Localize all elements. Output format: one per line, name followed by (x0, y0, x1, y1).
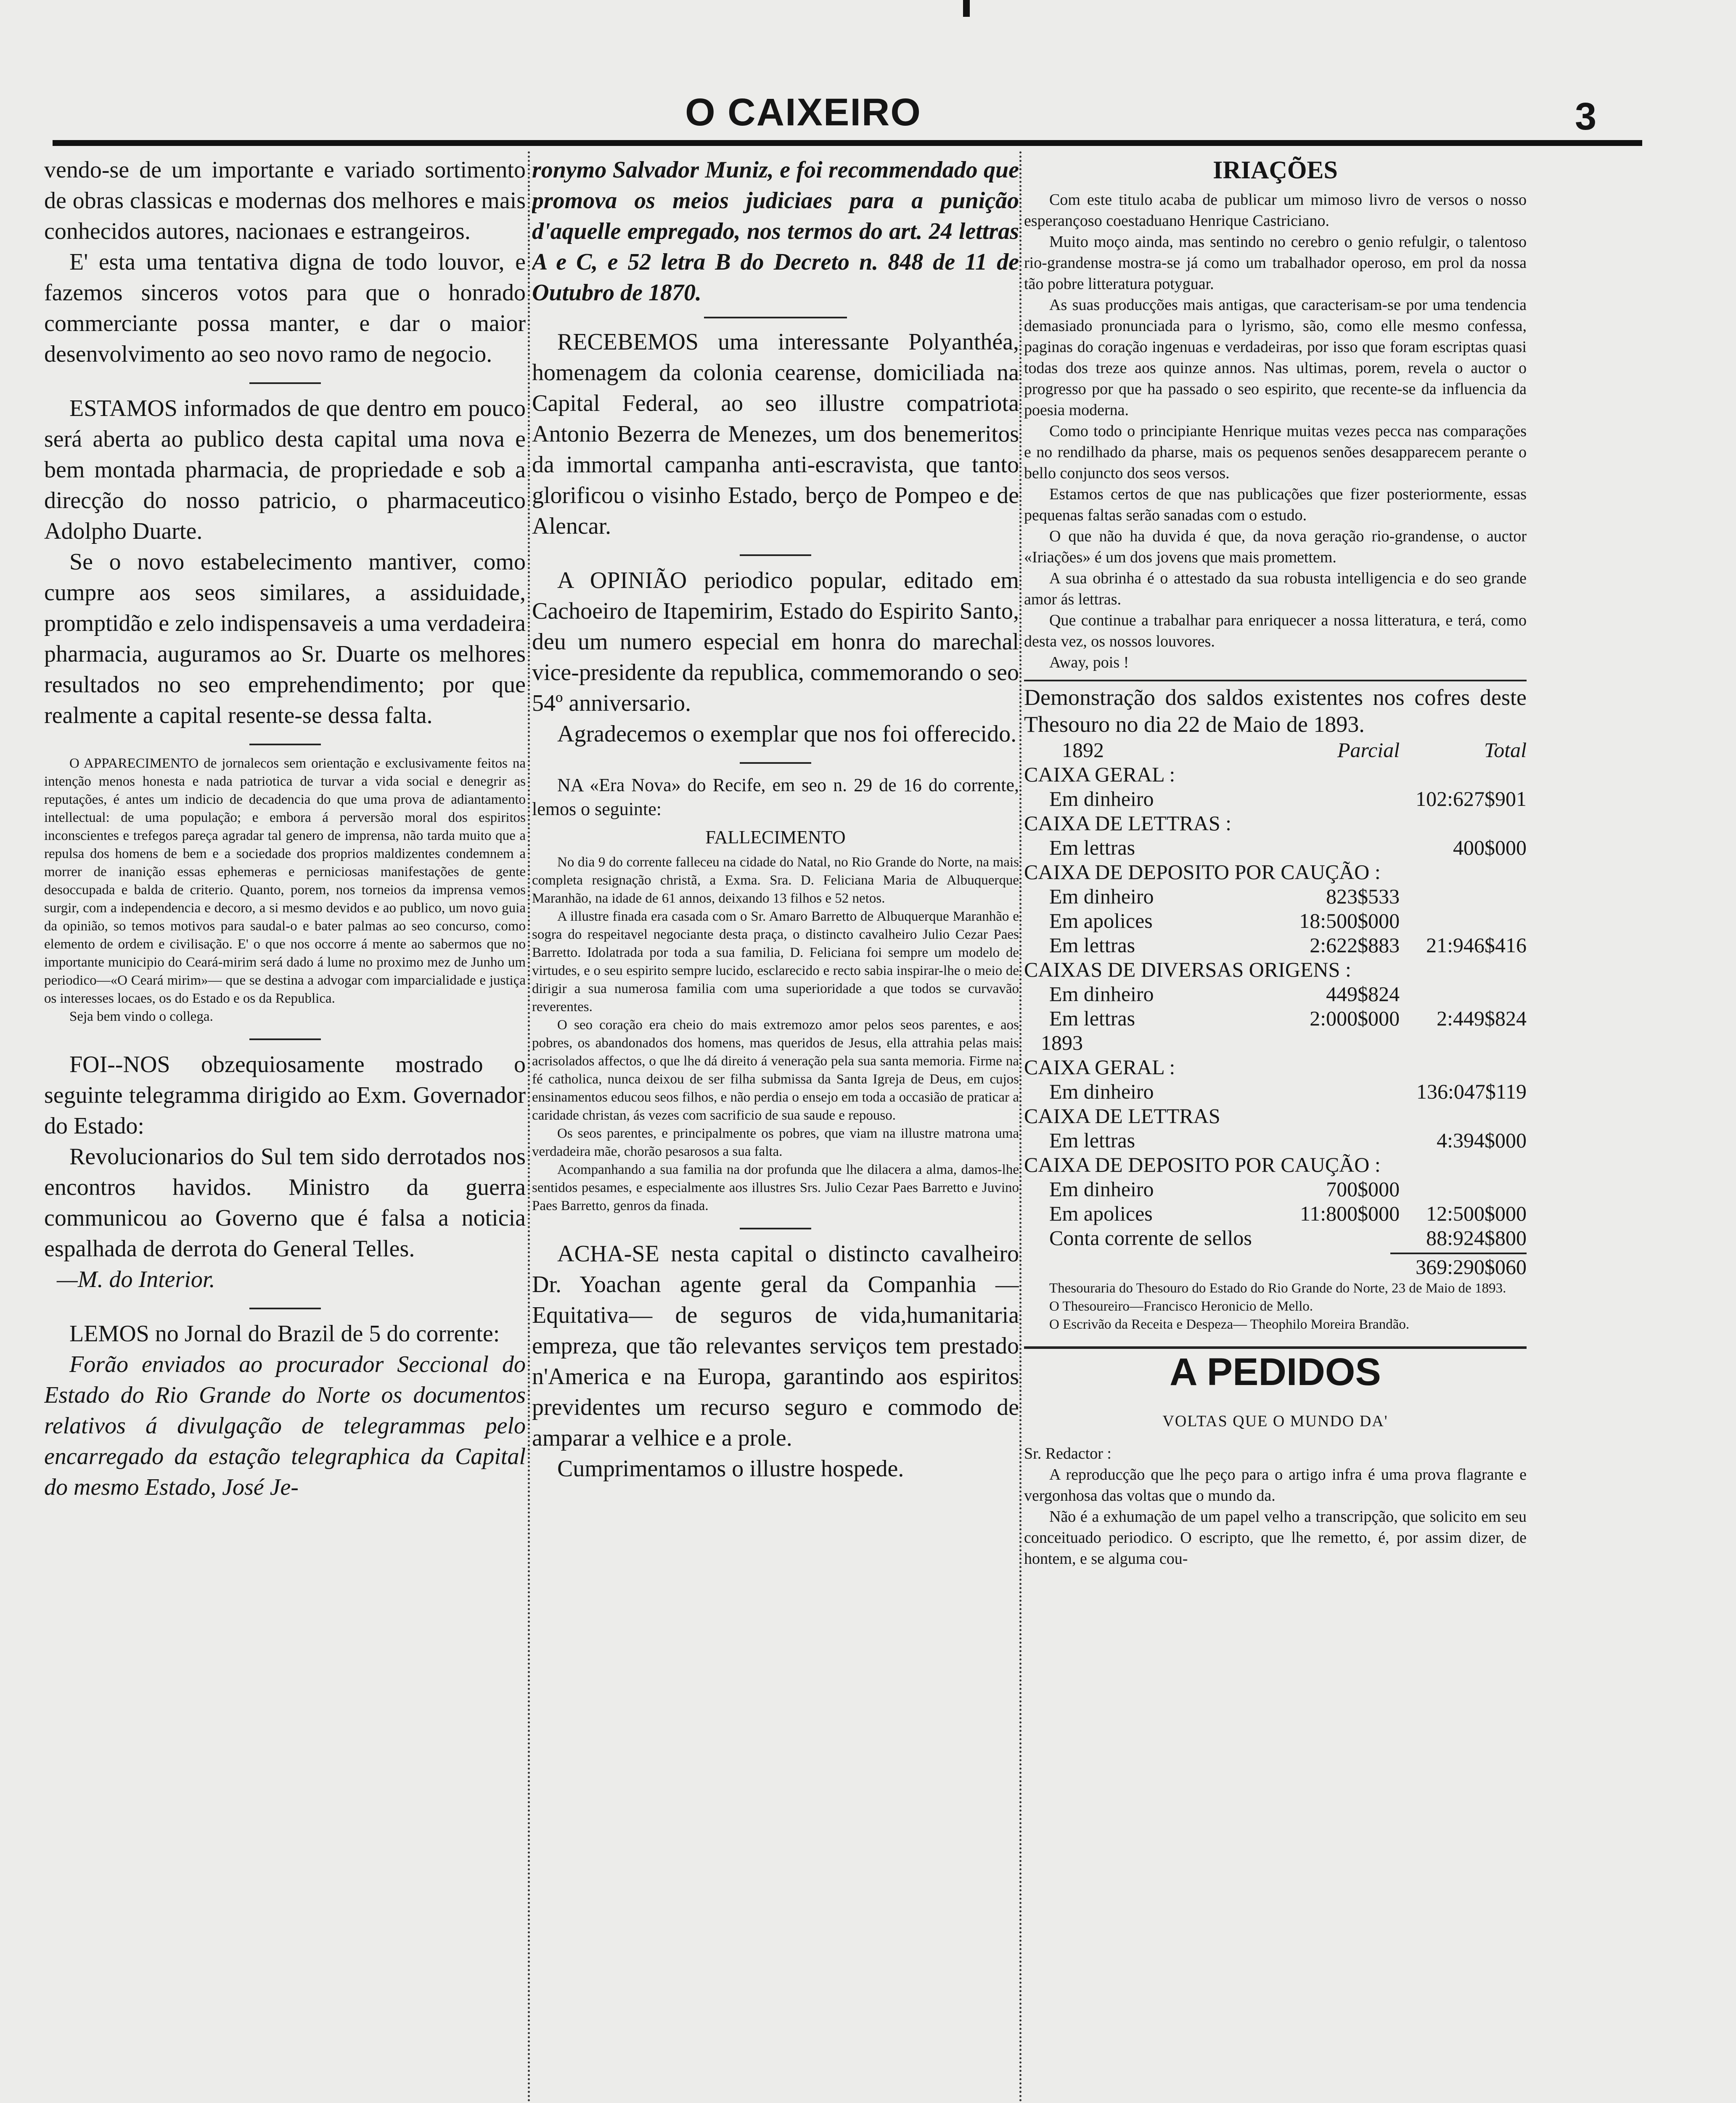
balance-table-row (1024, 1177, 1527, 1201)
article-paragraph: RECEBEMOS uma interessante Polyanthéa, homenagem da colonia cearense, domiciliada na Capital Federal, ao seo illustre compatriota Antonio Bezerra de Menezes, um dos benemeritos da immortal campanha anti-escravista, que tanto glorificou o visinho Estado, berço de Pompeo e de Alencar. (532, 329, 1019, 539)
balance-table-row (1024, 860, 1527, 884)
article-paragraph: Cumprimentamos o illustre hospede. (557, 1456, 904, 1482)
article-paragraph: A illustre finada era casada com o Sr. Amaro Barretto de Albuquerque Maranhão e sogra do respeitavel negociante desta praça, o distincto cavalheiro Julio Cezar Paes Barretto. Idolatrada por toda a sua familia, D. Feliciana foi sempre um modelo de virtudes, e o seu espirito sempre lucido, esclarecido e recto sabia inspirar-lhe o meio de dirigir a sua numerosa familia com uma superioridade a que todos se curvavão reverentes. (532, 909, 1019, 1014)
separator-ornament (249, 1304, 321, 1309)
balance-partial-value (1285, 787, 1400, 811)
account-section-label: CAIXA DE DEPOSITO POR CAUÇÃO : (1024, 860, 1381, 884)
article-paragraph: As suas producções mais antigas, que caracterisam-se por uma tendencia demasiado pronunciada para o lyrismo, são, como elle mesmo confessa, paginas do coração ingenuas e verdadeiras, por isso que foram escriptas quasi todas dos treze aos quinze annos. Nas ultimas, porem, revela o auctor o progresso por que ha passado o seo espirito, que recente-se da influencia da poesia moderna. (1024, 296, 1527, 419)
article-paragraph: Os seos parentes, e principalmente os pobres, que viam na illustre matrona uma verdadeira mãe, chorão pesarosos a sua falta. (532, 1126, 1019, 1159)
article-paragraph: A OPINIÃO periodico popular, editado em Cachoeiro de Itapemirim, Estado do Espirito Santo, deu um numero especial em honra do marechal vice-presidente da republica, commemorando o seo 54º anniversario. (532, 567, 1019, 716)
balance-item-label: Em dinheiro (1049, 1080, 1154, 1103)
balance-item-label: Em apolices (1049, 1202, 1153, 1225)
balance-total-value: 21:946$416 (1426, 933, 1527, 957)
article-paragraph: Acompanhando a sua familia na dor profunda que lhe dilacera a alma, damos-lhe sentidos pesames, e especialmente aos illustres Srs. Julio Cezar Paes Barretto e Juvino Paes Barretto, genros da finada. (532, 1162, 1019, 1213)
section-rule (1024, 680, 1527, 681)
article-title: VOLTAS QUE O MUNDO DA' (1162, 1412, 1388, 1430)
article-paragraph: O APPARECIMENTO de jornalecos sem orientação e exclusivamente feitos na intenção menos honesta e nada patriotica de turvar a vida social e denegrir as reputações, é antes um indicio de decadencia do que uma prova de adiantamento intellectual: de uma população; e embora á perversão moral dos espiritos inconscientes e trefegos pareça agradar tal genero de imprensa, não tarda muito que a repulsa dos homens de bem e a sociedade dos proprios maldizentes condemnem a morrer de inanição essas ephemeras e perniciosas manifestações de gente desoccupada e balda de criterio. Quanto, porem, nos torneios da imprensa vemos surgir, com a independencia e decoro, a si mesmo devidos e ao publico, um novo guia da opinião, so temos motivos para saudal-o e bater palmas ao seo concurso, como elemento de ordem e civilisação. E' o que nos occorre á mente ao sabermos que no importante municipio do Ceará-mirim será dado á lume no proximo mez de Junho um periodico—«O Ceará mirim»— que se destina a advogar com imparcialidade e justiça os interesses locaes, os do Estado e os da Republica. (44, 756, 526, 1006)
article-paragraph: Como todo o principiante Henrique muitas vezes pecca nas comparações e no rendilhado da pharse, mais os pequenos senões desapparecem perante o bello conjuncto dos seos versos. (1024, 422, 1527, 482)
column-header-parcial: Parcial (1337, 738, 1400, 762)
article-paragraph: Muito moço ainda, mas sentindo no cerebro o genio refulgir, o talentoso rio-grandense mostra-se já como um trabalhador operoso, em prol da nossa tão pobre litteratura potyguar. (1024, 233, 1527, 293)
article-paragraph: Away, pois ! (1049, 654, 1129, 671)
balance-total-value: 102:627$901 (1416, 787, 1527, 810)
balance-partial-value: 2:000$000 (1310, 1006, 1400, 1030)
balance-partial-value: 700$000 (1326, 1177, 1400, 1201)
balance-partial-value: 823$533 (1326, 885, 1400, 908)
statement-note: O Escrivão da Receita e Despeza— Theophilo Moreira Brandão. (1049, 1317, 1410, 1332)
statement-title: Demonstração dos saldos existentes nos cofres deste Thesouro no dia 22 de Maio de 1893. (1024, 685, 1527, 737)
balance-item-label: Em dinheiro (1049, 885, 1154, 908)
article-paragraph: Estamos certos de que nas publicações que fizer posteriormente, essas pequenas faltas serão sanadas com o estudo. (1024, 485, 1527, 524)
year-label: 1892 (1062, 738, 1104, 762)
balance-table-row (1024, 1104, 1527, 1128)
account-section-label: CAIXAS DE DIVERSAS ORIGENS : (1024, 958, 1351, 981)
balance-item-label: Conta corrente de sellos (1049, 1226, 1252, 1250)
balance-partial-value: 11:800$000 (1300, 1202, 1400, 1225)
balance-table-row (1024, 908, 1527, 933)
balance-table-row (1024, 762, 1527, 787)
balance-table-row (1024, 884, 1527, 908)
balance-table (1024, 738, 1527, 1250)
column-3 (1024, 155, 1527, 2103)
balance-table-row (1024, 957, 1527, 982)
separator-ornament (249, 1035, 321, 1040)
article-paragraph: Não é a exhumação de um papel velho a transcripção, que solicito em seu conceituado periodico. O escripto, que lhe remetto, é, por assim dizer, de hontem, e se alguma cou- (1024, 1508, 1527, 1568)
balance-table-row (1024, 982, 1527, 1006)
balance-total-value: 12:500$000 (1426, 1202, 1527, 1225)
balance-item-label: Em lettras (1049, 836, 1135, 859)
balance-table-header (1024, 738, 1527, 762)
grand-total (1024, 1253, 1527, 1279)
balance-table-row (1024, 1030, 1527, 1055)
article-paragraph: Revolucionarios do Sul tem sido derrotados nos encontros havidos. Ministro da guerra communicou ao Governo que é falsa a noticia espalhada de derrota do General Telles. (44, 1144, 526, 1262)
article-paragraph: FOI--NOS obzequiosamente mostrado o seguinte telegramma dirigido ao Exm. Governador do Estado: (44, 1052, 526, 1139)
account-section-label: CAIXA DE LETTRAS : (1024, 811, 1232, 835)
balance-total-value (1400, 908, 1527, 933)
statement-note: Thesouraria do Thesouro do Estado do Rio Grande do Norte, 23 de Maio de 1893. (1049, 1281, 1506, 1296)
column-header-total: Total (1484, 738, 1527, 762)
balance-table-row (1024, 811, 1527, 835)
balance-partial-value: 18:500$000 (1299, 909, 1400, 932)
article-salutation: Sr. Redactor : (1024, 1445, 1111, 1462)
section-heading: IRIAÇÕES (1213, 156, 1338, 184)
article-paragraph: NA «Era Nova» do Recife, em seo n. 29 de 16 do corrente, lemos o seguinte: (532, 775, 1019, 819)
article-paragraph: vendo-se de um importante e variado sortimento de obras classicas e modernas dos melhores e mais conhecidos autores, nacionaes e estrangeiros. (44, 157, 526, 244)
page-number: 3 (1575, 95, 1597, 138)
balance-item-label: Em dinheiro (1049, 787, 1154, 810)
balance-total-value (1400, 982, 1527, 1006)
balance-table-row (1024, 933, 1527, 957)
balance-table-row (1024, 1226, 1527, 1250)
article-paragraph: A sua obrinha é o attestado da sua robusta intelligencia e do seo grande amor ás lettras. (1024, 569, 1527, 608)
balance-item-label: Em lettras (1049, 1006, 1135, 1030)
article-paragraph: O que não ha duvida é que, da nova geração rio-grandense, o auctor «Iriações» é um dos jovens que mais promettem. (1024, 527, 1527, 566)
account-section-label: CAIXA DE LETTRAS (1024, 1104, 1220, 1128)
balance-partial-value (1285, 1079, 1400, 1104)
masthead-rule (53, 140, 1642, 146)
balance-table-row (1024, 1006, 1527, 1030)
account-section-label: CAIXA GERAL : (1024, 1055, 1175, 1079)
article-paragraph: ESTAMOS informados de que dentro em pouco será aberta ao publico desta capital uma nova e bem montada pharmacia, de propriedade e sob a direcção do nosso patricio, o pharmaceutico Adolpho Duarte. (44, 395, 526, 544)
balance-table-row (1024, 1128, 1527, 1152)
balance-partial-value: 2:622$883 (1310, 933, 1400, 957)
top-mark (963, 0, 970, 17)
statement-note: O Thesoureiro—Francisco Heronicio de Mello. (1049, 1299, 1313, 1314)
a-pedidos-heading: A PEDIDOS (1024, 1346, 1527, 1395)
article-paragraph: Seja bem vindo o collega. (69, 1009, 213, 1024)
balance-partial-value (1285, 835, 1400, 860)
balance-item-label: Em lettras (1049, 1128, 1135, 1152)
grand-total-value: 369:290$060 (1390, 1253, 1527, 1279)
balance-item-label: Em lettras (1049, 933, 1135, 957)
article-paragraph: Agradecemos o exemplar que nos foi offerecido. (557, 721, 1017, 747)
article-paragraph: E' esta uma tentativa digna de todo louvor, e fazemos sinceros votos para que o honrado commerciante possa manter, e dar o maior desenvolvimento ao seo novo ramo de negocio. (44, 249, 526, 367)
balance-partial-value (1285, 1128, 1400, 1152)
balance-total-value: 136:047$119 (1416, 1080, 1527, 1103)
separator-ornament (249, 740, 321, 745)
article-paragraph: ACHA-SE nesta capital o distincto cavalheiro Dr. Yoachan agente geral da Companhia —Equitativa— de seguros de vida,humanitaria empreza, que tão relevantes serviços tem prestado n'America e na Europa, garantindo aos espiritos previdentes um recurso seguro e commodo de amparar a velhice e a prole. (532, 1241, 1019, 1451)
article-paragraph: O seo coração era cheio do mais extremozo amor pelos seos parentes, e aos pobres, os abandonados dos homens, mas queridos de Jesus, ella attrahia pelas mais acrisolados affectos, o que lhe dá direito á veneração pela sua santa memoria. Firme na fé catholica, nunca deixou de ser filha submissa da Santa Igreja de Deus, em cujos ensinamentos educou seos filhos, e não perdia o ensejo em toda a occasião de praticar a caridade christan, ás vezes com sacrificio de sua saude e repouso. (532, 1017, 1019, 1123)
balance-table-row (1024, 787, 1527, 811)
article-paragraph: Com este titulo acaba de publicar um mimoso livro de versos o nosso esperançoso coestaduano Henrique Castriciano. (1024, 191, 1527, 230)
balance-partial-value (1285, 1226, 1400, 1250)
newspaper-title: O CAIXEIRO (685, 91, 921, 134)
balance-item-label: Em dinheiro (1049, 982, 1154, 1006)
column-2 (532, 155, 1019, 2103)
separator-ornament (249, 379, 321, 384)
balance-total-value (1400, 884, 1527, 908)
article-paragraph: Forão enviados ao procurador Seccional do Estado do Rio Grande do Norte os documentos relativos á divulgação de telegrammas pelo encarregado da estação telegraphica da Capital do mesmo Estado, José Je- (44, 1351, 526, 1500)
balance-table-row (1024, 835, 1527, 860)
balance-table-row (1024, 1079, 1527, 1104)
balance-item-label: Em dinheiro (1049, 1177, 1154, 1201)
balance-total-value: 88:924$800 (1426, 1226, 1527, 1250)
balance-total-value: 2:449$824 (1437, 1006, 1527, 1030)
balance-total-value: 4:394$000 (1437, 1128, 1527, 1152)
balance-total-value (1400, 1177, 1527, 1201)
column-1 (44, 155, 526, 2103)
separator-ornament (740, 1224, 811, 1229)
balance-item-label: Em apolices (1049, 909, 1153, 932)
masthead (0, 90, 1736, 145)
article-paragraph: LEMOS no Jornal do Brazil de 5 do corrente: (69, 1321, 500, 1347)
article-paragraph: A reproducção que lhe peço para o artigo infra é uma prova flagrante e vergonhosa das voltas que o mundo da. (1024, 1466, 1527, 1504)
article-paragraph: Se o novo estabelecimento mantiver, como cumpre aos seos similares, a assiduidade, promptidão e zelo indispensaveis a uma verdadeira pharmacia, auguramos ao Sr. Duarte os melhores resultados no seo emprehendimento; por que realmente a capital resente-se dessa falta. (44, 549, 526, 728)
separator-ornament (740, 759, 811, 764)
balance-table-row (1024, 1152, 1527, 1177)
article-paragraph: Que continue a trabalhar para enriquecer a nossa litteratura, e terá, como desta vez, os nossos louvores. (1024, 612, 1527, 650)
account-section-label: CAIXA DE DEPOSITO POR CAUÇÃO : (1024, 1153, 1381, 1176)
article-subheading: FALLECIMENTO (705, 827, 846, 848)
article-paragraph: No dia 9 do corrente falleceu na cidade do Natal, no Rio Grande do Norte, na mais completa resignação christã, a Exma. Sra. D. Feliciana Maria de Albuquerque Maranhão, na idade de 61 annos, deixando 13 filhos e 52 netos. (532, 855, 1019, 906)
balance-table-row (1024, 1055, 1527, 1079)
article-signature: —M. do Interior. (57, 1266, 215, 1293)
balance-table-row (1024, 1201, 1527, 1226)
separator-ornament (740, 551, 811, 556)
year-label: 1893 (1041, 1031, 1083, 1054)
account-section-label: CAIXA GERAL : (1024, 763, 1175, 786)
balance-total-value: 400$000 (1453, 836, 1527, 859)
article-paragraph: ronymo Salvador Muniz, e foi recommendado que promova os meios judiciaes para a punição d'aquelle empregado, nos termos do art. 24 lettras A e C, e 52 letra B do Decreto n. 848 de 11 de Outubro de 1870. (532, 157, 1019, 306)
balance-partial-value: 449$824 (1326, 982, 1400, 1006)
separator-rule (704, 317, 847, 318)
